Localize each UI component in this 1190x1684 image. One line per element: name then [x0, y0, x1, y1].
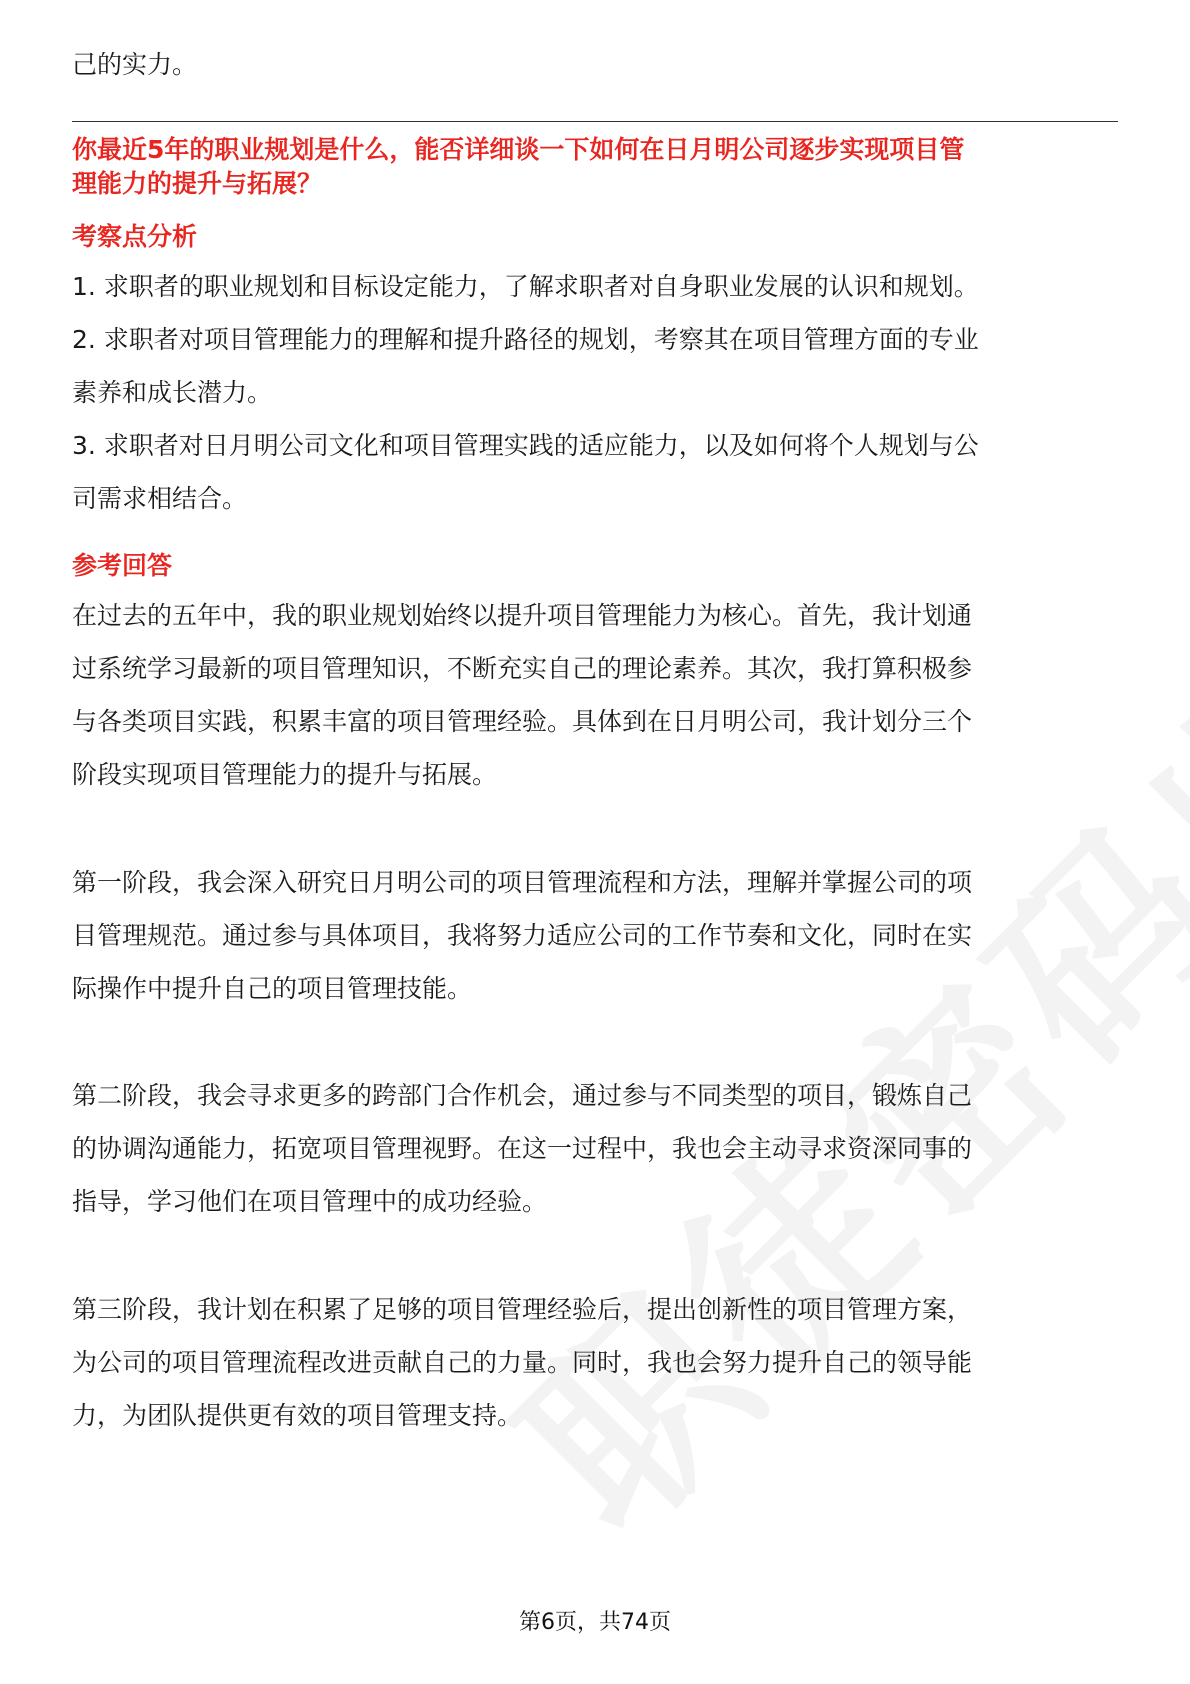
- answer-line: 指导，学习他们在项目管理中的成功经验。: [72, 1187, 548, 1216]
- page-number: 第6页，共74页: [519, 1610, 671, 1635]
- analysis-line: 3. 求职者对日月明公司文化和项目管理实践的适应能力，以及如何将个人规划与公: [72, 431, 979, 460]
- answer-line: 第二阶段，我会寻求更多的跨部门合作机会，通过参与不同类型的项目，锻炼自己: [72, 1081, 973, 1110]
- analysis-line: 素养和成长潜力。: [72, 378, 273, 407]
- analysis-line: 1. 求职者的职业规划和目标设定能力，了解求职者对自身职业发展的认识和规划。: [72, 272, 979, 301]
- answer-line: 阶段实现项目管理能力的提升与拓展。: [72, 760, 498, 789]
- question-line-1: 你最近5年的职业规划是什么，能否详细谈一下如何在日月明公司逐步实现项目管: [72, 135, 965, 164]
- answer-heading: 参考回答: [72, 551, 173, 580]
- intro-line: 己的实力。: [72, 50, 198, 79]
- analysis-line: 2. 求职者对项目管理能力的理解和提升路径的规划，考察其在项目管理方面的专业: [72, 325, 979, 354]
- answer-line: 为公司的项目管理流程改进贡献自己的力量。同时，我也会努力提升自己的领导能: [72, 1348, 973, 1377]
- answer-line: 过系统学习最新的项目管理知识，不断充实自己的理论素养。其次，我打算积极参: [72, 654, 973, 683]
- answer-line: 与各类项目实践，积累丰富的项目管理经验。具体到在日月明公司，我计划分三个: [72, 707, 973, 736]
- answer-line: 目管理规范。通过参与具体项目，我将努力适应公司的工作节奏和文化，同时在实: [72, 921, 973, 950]
- answer-line: 力，为团队提供更有效的项目管理支持。: [72, 1401, 523, 1430]
- answer-line: 在过去的五年中，我的职业规划始终以提升项目管理能力为核心。首先，我计划通: [72, 601, 973, 630]
- section-divider: [72, 121, 1118, 122]
- analysis-line: 司需求相结合。: [72, 484, 248, 513]
- answer-line: 第一阶段，我会深入研究日月明公司的项目管理流程和方法，理解并掌握公司的项: [72, 868, 973, 897]
- answer-line: 际操作中提升自己的项目管理技能。: [72, 974, 473, 1003]
- question-line-2: 理能力的提升与拓展？: [72, 169, 323, 198]
- answer-line: 的协调沟通能力，拓宽项目管理视野。在这一过程中，我也会主动寻求资深同事的: [72, 1134, 973, 1163]
- analysis-heading: 考察点分析: [72, 222, 198, 251]
- answer-line: 第三阶段，我计划在积累了足够的项目管理经验后，提出创新性的项目管理方案，: [72, 1295, 973, 1324]
